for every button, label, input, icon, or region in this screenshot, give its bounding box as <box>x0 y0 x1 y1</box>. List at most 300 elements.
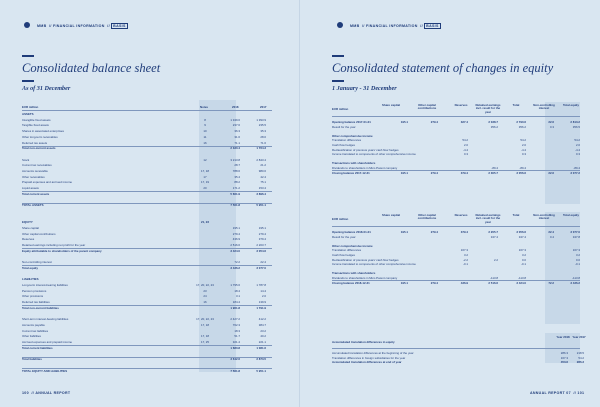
row-value-2018: 72.2 <box>234 260 240 265</box>
row-value-col-3: -0.1 <box>463 262 468 267</box>
eq2-col-c5: Total <box>512 213 520 217</box>
equity-row <box>332 253 580 257</box>
row-value-col-4: 2 205.7 <box>488 230 498 234</box>
row-note: 20 <box>203 186 207 191</box>
row-value-2017: 40.2 <box>260 334 266 339</box>
row-value-2018: 18.3 <box>234 328 240 333</box>
row-value-2017: 1 393.9 <box>256 117 266 122</box>
row-label: Deferred tax liabilities <box>22 300 50 305</box>
eq2-col-c1: Share capital <box>382 213 400 217</box>
row-note: 24 <box>203 294 207 299</box>
row-value-2018: 2 330.4 <box>230 146 240 151</box>
page-header: MMB // FINANCIAL INFORMATION // BASIS <box>350 24 439 28</box>
row-value-col-5: 2 790.6 <box>516 120 526 124</box>
row-label: Opening balance 2018-01-01 <box>332 230 371 234</box>
row-value-col-5: 347.4 <box>518 234 526 239</box>
row-value-2017: 218.5 <box>576 351 584 355</box>
row-note: 17, 20, 22, 23 <box>196 283 214 287</box>
row-value-col-5: -113.8 <box>518 276 526 280</box>
row-value-2018: 171.2 <box>232 186 240 191</box>
balance-row <box>22 249 272 253</box>
row-value-col-7: 3.2 <box>575 253 580 257</box>
row-value-col-1: 195.1 <box>400 170 408 175</box>
row-label: Reclassification of previous years' cash flow hedges <box>332 147 399 152</box>
row-value-col-2: 279.4 <box>430 280 438 285</box>
balance-row <box>22 277 272 281</box>
row-label: Current tax liabilities <box>22 328 49 333</box>
row-label: Closing balance 2017-12-31 <box>332 170 370 175</box>
row-value-2018: 184.4 <box>232 300 240 305</box>
row-label: Share capital <box>22 226 39 230</box>
row-value-col-3: -2.2 <box>463 257 468 262</box>
subtitle-rule <box>332 80 344 82</box>
row-label: Total non-current liabilities <box>22 305 59 310</box>
equity-row <box>332 125 580 129</box>
summary-header <box>332 335 586 344</box>
row-label: Other receivables <box>22 174 45 179</box>
row-label: Transactions with shareholders <box>332 271 376 276</box>
row-note: 17, 18 <box>200 334 210 339</box>
balance-row <box>22 317 272 321</box>
row-value-col-3: 436.9 <box>460 280 468 285</box>
row-value-col-4: 2 038.7 <box>488 120 498 124</box>
row-note: 11 <box>203 134 207 139</box>
row-value-2018: 195.1 <box>232 226 240 230</box>
row-value-2018: 237.6 <box>232 123 240 128</box>
row-note: 17, 18 <box>200 322 210 327</box>
row-value-2017: 1 791.9 <box>256 305 266 310</box>
row-value-col-7: -89.4 <box>573 166 580 170</box>
eq1-col-c3: Reserves <box>454 103 468 107</box>
row-value-2018: 5 661.9 <box>230 191 240 196</box>
row-label: Cash flow hedges <box>332 253 355 257</box>
row-label: Income translated to components of other comprehensive income <box>332 152 416 157</box>
row-value-2018: 286.3 <box>560 351 568 355</box>
row-note: 10 <box>203 129 207 134</box>
row-value-col-3: 2.0 <box>463 143 468 147</box>
row-value-col-7: 3 077.0 <box>570 230 580 234</box>
row-value-2018: 36.3 <box>234 129 240 134</box>
row-value-2018: 279.4 <box>232 231 240 236</box>
balance-row <box>22 123 272 127</box>
row-value-2018: 7 561.8 <box>230 203 240 208</box>
row-label: Accumulated translation differences at the beginning of the year <box>332 351 414 355</box>
balance-row <box>22 329 272 333</box>
equity-changes-page <box>300 0 600 407</box>
row-value-col-3: 379.4 <box>460 230 468 234</box>
row-note: 12 <box>203 157 207 162</box>
row-value-2018: 88.2 <box>234 180 240 185</box>
eq1-col-c6: Non-controlling interest <box>533 103 555 111</box>
eq1-col-c7: Total equity <box>562 103 579 107</box>
row-label: Accounts payable <box>22 322 45 327</box>
balance-row <box>22 169 272 173</box>
row-value-2018: 1 349.6 <box>230 117 240 122</box>
row-value-2017: 286.3 <box>576 360 584 365</box>
row-value-2018: 788.6 <box>232 169 240 173</box>
row-label: Reclassification of previous years' cash flow hedges <box>332 257 399 262</box>
header-section: FINANCIAL INFORMATION <box>52 24 105 28</box>
eq2-col-c6: Non-controlling interest <box>533 213 555 221</box>
row-label: Accounts receivable <box>22 169 48 173</box>
row-value-2018: 31.6 <box>234 134 240 139</box>
balance-row <box>22 186 272 190</box>
row-value-2018: 436.9 <box>232 237 240 242</box>
balance-row <box>22 260 272 264</box>
eq2-col-label: EUR million <box>332 217 349 221</box>
row-note: 17, 25 <box>200 340 210 344</box>
row-value-2018: 18.4 <box>234 288 240 293</box>
row-value-col-5: 356.2 <box>518 124 526 129</box>
eq1-col-c2: Other capital contributions <box>417 103 437 111</box>
row-value-2017: 221.1 <box>258 340 266 344</box>
row-value-2017: 153.4 <box>258 186 266 191</box>
row-value-col-1: 195.1 <box>400 120 408 124</box>
row-label: Accrued expenses and prepaid income <box>22 340 72 344</box>
row-label: TOTAL EQUITY AND LIABILITIES <box>22 368 68 373</box>
balance-row <box>22 346 272 350</box>
balance-row <box>22 129 272 133</box>
row-value-2018: 2 516.6 <box>230 243 240 248</box>
balance-row <box>22 226 272 230</box>
row-value-col-6: 0.4 <box>549 234 554 239</box>
row-note: 16 <box>203 140 207 145</box>
row-value-col-6: 22.4 <box>548 230 554 234</box>
row-label: Stock <box>22 157 30 162</box>
balance-row <box>22 243 272 247</box>
summary-heading: Accumulated translation differences in equity <box>332 340 395 344</box>
row-value-2018: 3 424.0 <box>230 248 240 253</box>
row-value-2017: 2 843.4 <box>256 157 266 162</box>
equity-row <box>332 281 580 285</box>
row-label: ASSETS <box>22 112 34 116</box>
footer-label: ANNUAL REPORT <box>35 391 71 395</box>
balance-row <box>22 340 272 344</box>
row-value-2017: 279.4 <box>258 231 266 236</box>
row-value-col-5: -0.1 <box>521 262 526 267</box>
row-value-2017: 5 951.1 <box>256 368 266 373</box>
row-value-col-4: -89.4 <box>491 166 498 170</box>
summary-row <box>332 351 584 355</box>
row-note: 16 <box>203 300 207 305</box>
row-value-2017: 195.1 <box>258 226 266 230</box>
equity-row <box>332 129 580 133</box>
row-value-2017: 980.6 <box>258 169 266 173</box>
eq2-col-c3: Reserves <box>454 213 468 217</box>
row-value-2018: 3 642.6 <box>230 357 240 362</box>
row-label: Total current liabilities <box>22 345 53 350</box>
row-value-2018: 51.7 <box>234 334 240 339</box>
row-value-col-7: -0.1 <box>575 262 580 267</box>
row-value-col-7: 54.2 <box>574 138 580 143</box>
row-value-2017: 71.6 <box>260 140 266 145</box>
row-label: Equity attributable to shareholders of the parent company <box>22 248 102 253</box>
balance-row <box>22 141 272 145</box>
balance-row <box>22 152 272 156</box>
row-value-col-3: -4.4 <box>463 147 468 152</box>
balance-row <box>22 306 272 310</box>
row-value-col-2: 279.4 <box>430 230 438 234</box>
row-value-2018: 1 795.6 <box>230 283 240 287</box>
eq2-col-c2: Other capital contributions <box>417 213 437 221</box>
balance-row <box>22 198 272 202</box>
row-value-col-4: -113.8 <box>490 276 498 280</box>
equity-row <box>332 143 580 147</box>
row-value-col-7: 356.5 <box>572 124 580 129</box>
balance-row <box>22 180 272 184</box>
row-value-2018: 2 427.2 <box>230 317 240 322</box>
company-logo-icon <box>24 22 30 28</box>
row-value-2017: 235.5 <box>258 123 266 128</box>
balance-row <box>22 135 272 139</box>
page-subtitle: 1 January - 31 December <box>332 85 397 92</box>
row-label: Dividends to shareholders in Mico Parent company <box>332 276 398 280</box>
page-header: MMB // FINANCIAL INFORMATION // BASIS <box>37 24 126 28</box>
row-label: Shares in associated enterprises <box>22 129 64 134</box>
row-value-2017: 3 077.0 <box>256 265 266 270</box>
col-header-label: EUR million <box>22 105 39 109</box>
row-value-2017: 139.9 <box>258 300 266 305</box>
row-value-col-3: 54.2 <box>462 138 468 143</box>
row-value-col-5: 0.0 <box>521 257 526 262</box>
row-value-2017: 23.2 <box>260 328 266 333</box>
row-value-col-7: 0.3 <box>575 152 580 157</box>
row-value-2017: 2.0 <box>261 294 266 299</box>
balance-row <box>22 272 272 276</box>
row-value-2018: 7 561.8 <box>230 368 240 373</box>
balance-row <box>22 163 272 167</box>
row-value-col-4: 347.4 <box>490 234 498 239</box>
balance-row <box>22 266 272 270</box>
row-note: 8 <box>204 117 206 122</box>
row-label: Other long-term receivables <box>22 134 58 139</box>
row-value-col-7: 167.3 <box>572 248 580 253</box>
row-value-col-5: 3 424.0 <box>516 280 526 285</box>
row-note: 9 <box>204 123 206 128</box>
balance-row <box>22 209 272 213</box>
header-section: FINANCIAL INFORMATION <box>365 24 418 28</box>
row-value-col-2: 279.4 <box>430 120 438 124</box>
col-header-notes: Notes <box>200 105 209 109</box>
row-value-col-7: 0.0 <box>575 257 580 262</box>
row-label: TOTAL ASSETS <box>22 203 44 208</box>
row-value-2017: 75.1 <box>260 180 266 185</box>
equity-row <box>332 244 580 248</box>
row-value-col-3: 0.3 <box>463 152 468 157</box>
subtitle-rule <box>22 80 34 82</box>
row-value-col-4: 2 516.6 <box>488 280 498 285</box>
row-label: EQUITY <box>22 220 33 225</box>
row-label: Other comprehensive income <box>332 243 373 248</box>
page-title: Consolidated statement of changes in equity <box>332 61 554 75</box>
footer-page-number: 100 <box>22 391 29 395</box>
balance-row <box>22 300 272 304</box>
row-label: Dividends to shareholders in Mico Parent company <box>332 166 398 170</box>
page-subtitle: As of 31 December <box>22 85 71 92</box>
footer-label: ANNUAL REPORT 07 <box>530 391 571 395</box>
balance-row <box>22 118 272 122</box>
row-value-col-4: 2 305.7 <box>488 170 498 175</box>
balance-row <box>22 220 272 224</box>
row-label: Long-term interest-bearing liabilities <box>22 283 68 287</box>
summary-row <box>332 360 584 365</box>
row-value-2017: 384.7 <box>258 322 266 327</box>
row-label: Liquid assets <box>22 186 39 191</box>
balance-row <box>22 175 272 179</box>
title-rule <box>332 55 344 57</box>
balance-row <box>22 146 272 150</box>
eq2-col-c7: Total equity <box>562 213 579 217</box>
balance-row <box>22 283 272 287</box>
summary-col-2018: Year 2018 <box>556 335 570 339</box>
row-value-col-5: 3 056.6 <box>516 170 526 175</box>
row-value-2017: 412.2 <box>258 317 266 322</box>
row-value-2017: 379.4 <box>258 237 266 242</box>
row-label: Result for the year <box>332 234 356 239</box>
row-label: Retained earnings including net profit for the year <box>22 243 86 248</box>
row-value-col-3: 3.2 <box>463 253 468 257</box>
row-value-col-7: 2 813.2 <box>570 120 580 124</box>
row-label: Other capital contributions <box>22 231 56 236</box>
eq2-col-c4: Retained earnings incl. result for the year <box>475 213 501 224</box>
row-value-2017: 1 081.6 <box>256 345 266 350</box>
row-note: 21, 23 <box>200 220 210 225</box>
balance-row <box>22 203 272 207</box>
col-header-2017: 2017 <box>260 105 267 109</box>
row-value-col-1: 195.1 <box>400 280 408 285</box>
row-label: Total equity <box>22 265 39 270</box>
equity-row <box>332 171 580 175</box>
balance-row <box>22 351 272 355</box>
row-label: Current tax receivables <box>22 163 52 168</box>
balance-row <box>22 158 272 162</box>
row-label: Closing balance 2018-12-31 <box>332 280 370 285</box>
header-box-label: BASIS <box>113 24 126 28</box>
row-value-2017: 35.3 <box>260 129 266 134</box>
row-value-2017: 1 764.3 <box>256 146 266 151</box>
row-value-2017: 2 873.5 <box>256 357 266 362</box>
row-value-col-3: 167.3 <box>460 248 468 253</box>
row-value-2018: 35.4 <box>234 174 240 179</box>
balance-row <box>22 192 272 196</box>
row-label: Other liabilities <box>22 334 41 339</box>
row-label: Total current assets <box>22 191 50 196</box>
row-label: Tangible fixed assets <box>22 123 49 128</box>
row-value-col-7: -113.8 <box>572 276 580 280</box>
balance-row <box>22 363 272 367</box>
row-label: Translation differences <box>332 248 362 253</box>
row-label: Result for the year <box>332 124 356 129</box>
row-value-2018: 453.6 <box>560 360 568 365</box>
company-logo-icon <box>337 22 343 28</box>
header-brand: MMB <box>37 24 47 28</box>
header-box-label: BASIS <box>426 24 439 28</box>
row-note: 17, 20, 22, 23 <box>196 317 214 322</box>
row-value-2018: 3.1 <box>235 294 240 299</box>
row-value-col-5: 3 056.6 <box>516 230 526 234</box>
row-value-col-7: 2.0 <box>575 143 580 147</box>
eq1-col-c4: Retained earnings incl. result for the year <box>475 103 501 114</box>
row-value-2018: 71.1 <box>234 140 240 145</box>
page-footer: 100 // ANNUAL REPORT <box>22 391 71 395</box>
equity-row <box>332 267 580 271</box>
row-value-2017: 3 896.4 <box>256 191 266 196</box>
row-label: Non-controlling interest <box>22 260 52 265</box>
equity-row <box>332 157 580 161</box>
row-value-2018: 762.3 <box>232 322 240 327</box>
row-label: Accumulated translation differences at end of year <box>332 360 402 365</box>
balance-row <box>22 237 272 241</box>
row-value-2017: 14.4 <box>260 288 266 293</box>
row-label: Translation differences <box>332 138 362 143</box>
row-value-col-5: 2.0 <box>521 143 526 147</box>
row-label: Total liabilities <box>22 357 42 362</box>
row-value-2018: 321.4 <box>232 340 240 344</box>
row-value-2018: 1 961.8 <box>230 305 240 310</box>
row-value-2017: 21.2 <box>260 163 266 168</box>
row-value-2018: 1 680.8 <box>230 345 240 350</box>
page-footer: ANNUAL REPORT 07 // 101 <box>530 391 585 395</box>
row-note: 17, 19 <box>200 180 210 185</box>
balance-row <box>22 112 272 116</box>
balance-column-headers <box>22 105 272 109</box>
balance-row <box>22 323 272 327</box>
equity-row <box>332 248 580 252</box>
row-label: Pension provisions <box>22 288 47 293</box>
row-value-col-3: 327.4 <box>460 120 468 124</box>
row-value-col-7: -4.4 <box>575 147 580 152</box>
header-brand: MMB <box>350 24 360 28</box>
row-label: Opening balance 2017-01-01 <box>332 120 371 124</box>
footer-page-number: 101 <box>577 391 585 395</box>
row-value-2017: 1 787.8 <box>256 283 266 287</box>
row-label: LIABILITIES <box>22 277 39 282</box>
row-value-col-6: 22.6 <box>548 120 554 124</box>
row-label: Short-term interest-bearing liabilities <box>22 317 69 322</box>
summary-col-2017: Year 2017 <box>572 335 586 339</box>
balance-row <box>22 255 272 259</box>
row-value-2017: 42.4 <box>260 174 266 179</box>
equity-row <box>332 258 580 262</box>
balance-row <box>22 232 272 236</box>
equity-row <box>332 120 580 124</box>
row-label: Cash flow hedges <box>332 143 355 147</box>
equity-row <box>332 134 580 138</box>
balance-row <box>22 369 272 373</box>
row-value-col-5: 54.2 <box>520 138 526 143</box>
row-label: Other comprehensive income <box>332 133 373 138</box>
summary-row <box>332 355 584 360</box>
row-label: Income translated to components of other comprehensive income <box>332 262 416 267</box>
balance-row <box>22 334 272 338</box>
row-label: Reserves <box>22 237 35 242</box>
row-value-2017: 5 951.1 <box>256 203 266 208</box>
row-value-2017: 54.2 <box>578 355 584 360</box>
equity-row <box>332 262 580 266</box>
equity-row <box>332 230 580 234</box>
row-label: Intangible fixed assets <box>22 117 51 122</box>
row-value-col-6: 0.3 <box>549 124 554 129</box>
row-note: 17 <box>203 174 207 179</box>
balance-row <box>22 357 272 361</box>
equity-row <box>332 271 580 275</box>
row-label: Prepaid expenses and accrued income <box>22 180 72 185</box>
row-note: 23 <box>203 288 207 293</box>
row-value-2018: 3 436.2 <box>230 265 240 270</box>
row-label: Transactions with shareholders <box>332 161 376 166</box>
row-value-col-4: 356.2 <box>490 124 498 129</box>
col-header-2018: 2018 <box>232 105 239 109</box>
